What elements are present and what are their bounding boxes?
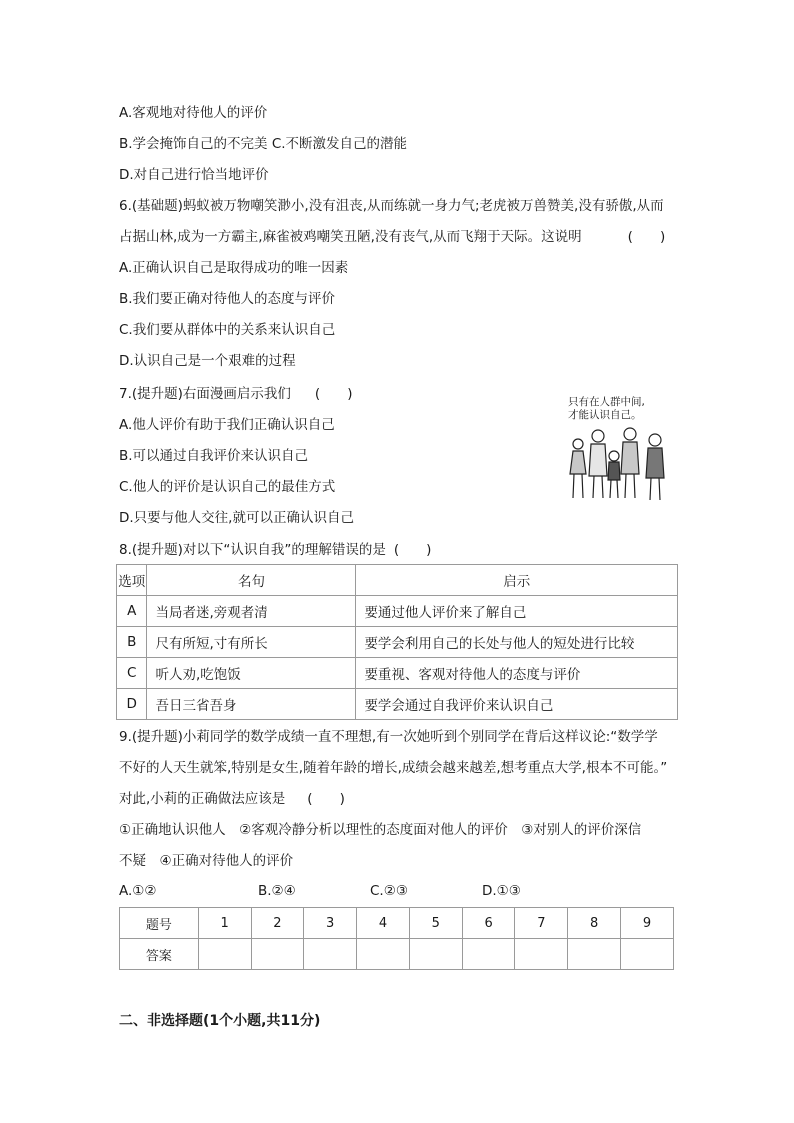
answer-cell[interactable] [621, 939, 674, 970]
table-row [117, 658, 678, 689]
q5-option-b-c: B.学会掩饰自己的不完美 C.不断激发自己的潜能 [119, 136, 408, 152]
question-number-cell: 9 [621, 908, 674, 939]
q7-stem-text: 7.(提升题)右面漫画启示我们 [119, 386, 291, 402]
question-number-cell: 2 [251, 908, 304, 939]
answer-cell[interactable] [568, 939, 621, 970]
answer-table-number-label: 题号 [120, 908, 199, 939]
question-number-cell: 1 [198, 908, 251, 939]
q5-option-a: A.客观地对待他人的评价 [119, 105, 268, 121]
answer-table [119, 907, 674, 970]
q8-cell-quote: 当局者迷,旁观者清 [147, 596, 356, 627]
q6-option-c: C.我们要从群体中的关系来认识自己 [119, 322, 336, 338]
q8-cell-quote: 吾日三省吾身 [147, 689, 356, 720]
q9-stem-line3 [119, 790, 345, 808]
answer-cell[interactable] [304, 939, 357, 970]
q6-stem-text: 占据山林,成为一方霸主,麻雀被鸡嘲笑丑陋,没有丧气,从而飞翔于天际。这说明 [119, 229, 582, 245]
answer-cell[interactable] [251, 939, 304, 970]
q9-choice-d: D.①③ [482, 883, 521, 899]
q7-option-c: C.他人的评价是认识自己的最佳方式 [119, 479, 336, 495]
q8-cell-option: C [117, 658, 147, 689]
table-row [117, 596, 678, 627]
q6-option-a: A.正确认识自己是取得成功的唯一因素 [119, 260, 349, 276]
q8-header-quote: 名句 [147, 565, 356, 596]
q9-choice-a: A.①② [119, 883, 157, 899]
q6-stem-line2 [119, 228, 665, 246]
q9-items-line2: 不疑 ④正确对待他人的评价 [119, 853, 294, 869]
q7-cartoon [564, 394, 680, 506]
q6-option-d: D.认识自己是一个艰难的过程 [119, 353, 296, 369]
cartoon-caption-line2: 才能认识自己。 [568, 409, 642, 421]
q9-answer-paren: ( ) [307, 791, 345, 807]
q8-cell-quote: 听人劝,吃饱饭 [147, 658, 356, 689]
table-row [117, 627, 678, 658]
answer-cell[interactable] [462, 939, 515, 970]
answer-cell[interactable] [198, 939, 251, 970]
q8-cell-insight: 要学会通过自我评价来认识自己 [356, 689, 678, 720]
q9-stem-line1: 9.(提升题)小莉同学的数学成绩一直不理想,有一次她听到个别同学在背后这样议论:“数学学 [119, 729, 658, 745]
question-number-cell: 4 [357, 908, 410, 939]
q9-choice-b: B.②④ [258, 883, 296, 899]
answer-cell[interactable] [515, 939, 568, 970]
q8-cell-option: A [117, 596, 147, 627]
cartoon-caption-line1: 只有在人群中间, [568, 396, 645, 408]
q7-stem [119, 385, 352, 403]
q8-header-insight: 启示 [356, 565, 678, 596]
q8-cell-option: D [117, 689, 147, 720]
question-number-cell: 6 [462, 908, 515, 939]
q6-answer-paren: ( ) [627, 229, 666, 245]
cartoon-people-illustration [564, 394, 680, 506]
q6-option-b: B.我们要正确对待他人的态度与评价 [119, 291, 336, 307]
question-number-cell: 7 [515, 908, 568, 939]
q5-option-d: D.对自己进行恰当地评价 [119, 167, 269, 183]
q8-answer-paren: ( ) [393, 542, 432, 558]
q7-option-b: B.可以通过自我评价来认识自己 [119, 448, 309, 464]
section2-title: 二、非选择题(1个小题,共11分) [119, 1013, 321, 1029]
answer-cell[interactable] [357, 939, 410, 970]
answer-cell[interactable] [409, 939, 462, 970]
q8-cell-option: B [117, 627, 147, 658]
q8-cell-insight: 要重视、客观对待他人的态度与评价 [356, 658, 678, 689]
q8-stem-text: 8.(提升题)对以下“认识自我”的理解错误的是 [119, 542, 386, 558]
question-number-cell: 8 [568, 908, 621, 939]
q8-cell-insight: 要通过他人评价来了解自己 [356, 596, 678, 627]
q6-stem-line1: 6.(基础题)蚂蚁被万物嘲笑渺小,没有沮丧,从而练就一身力气;老虎被万兽赞美,没有骄傲,从而 [119, 198, 664, 214]
answer-table-number-row [120, 908, 674, 939]
table-row [117, 689, 678, 720]
q8-cell-quote: 尺有所短,寸有所长 [147, 627, 356, 658]
q9-stem-text: 对此,小莉的正确做法应该是 [119, 791, 286, 807]
q9-stem-line2: 不好的人天生就笨,特别是女生,随着年龄的增长,成绩会越来越差,想考重点大学,根本不可能。” [119, 760, 668, 776]
q8-stem [119, 541, 431, 559]
q7-option-d: D.只要与他人交往,就可以正确认识自己 [119, 510, 354, 526]
answer-table-answer-row [120, 939, 674, 970]
question-number-cell: 3 [304, 908, 357, 939]
q8-cell-insight: 要学会利用自己的长处与他人的短处进行比较 [356, 627, 678, 658]
q8-table [116, 564, 678, 720]
q8-table-header [117, 565, 678, 596]
q9-items-line1: ①正确地认识他人 ②客观冷静分析以理性的态度面对他人的评价 ③对别人的评价深信 [119, 822, 642, 838]
q7-option-a: A.他人评价有助于我们正确认识自己 [119, 417, 335, 433]
q8-header-option: 选项 [117, 565, 147, 596]
question-number-cell: 5 [409, 908, 462, 939]
q7-answer-paren: ( ) [314, 386, 353, 402]
answer-table-answer-label: 答案 [120, 939, 199, 970]
q9-choice-c: C.②③ [370, 883, 408, 899]
